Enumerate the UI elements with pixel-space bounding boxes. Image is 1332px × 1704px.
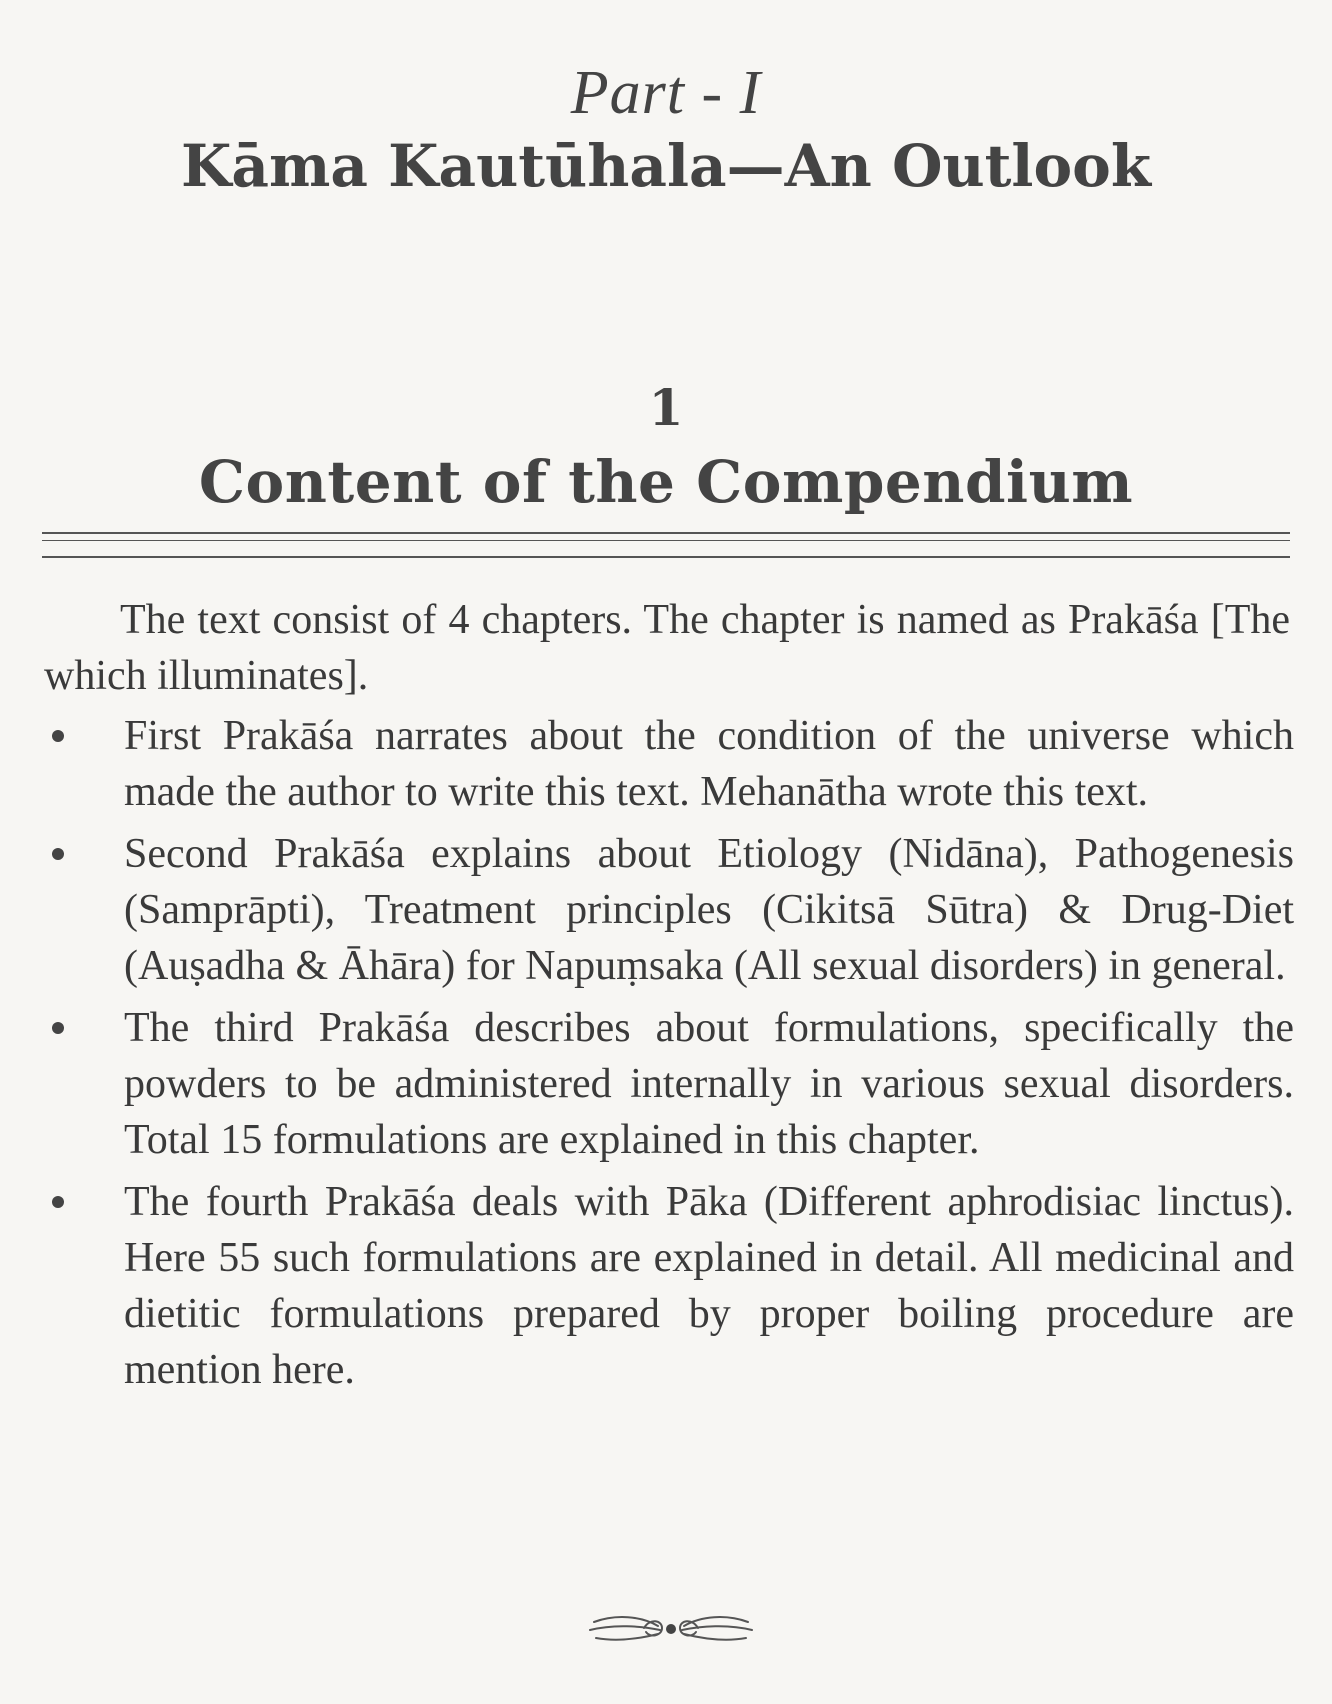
- intro-paragraph: The text consist of 4 chapters. The chapter is named as Prakāśa [The which illuminates].: [44, 597, 1290, 699]
- book-title: Kāma Kautūhala—An Outlook: [180, 132, 1152, 200]
- list-item: [44, 826, 1294, 994]
- list-item: [44, 708, 1294, 820]
- chapter-list: [44, 708, 1294, 1404]
- list-item-text: The third Prakāśa describes about formulations, specifically the powders to be administered internally in various sexual disorders. Total 15 formulations are explained in this chapter.: [124, 1005, 1294, 1163]
- bullet-icon: [52, 1196, 64, 1208]
- chapter-title: Content of the Compendium: [198, 448, 1134, 516]
- part-title: Part - I: [570, 59, 762, 127]
- list-item-text: The fourth Prakāśa deals with Pāka (Different aphrodisiac linctus). Here 55 such formulations are explained in detail. All medicinal and dietitic formulations prepared by proper boiling procedure are mention here.: [124, 1179, 1294, 1393]
- bullet-icon: [52, 848, 64, 860]
- title-rule-middle: [42, 540, 1290, 541]
- chapter-number: 1: [648, 378, 684, 437]
- list-item: [44, 1000, 1294, 1168]
- bullet-icon: [52, 1022, 64, 1034]
- title-rule-bottom: [42, 556, 1290, 558]
- list-item-text: Second Prakāśa explains about Etiology (Nidāna), Pathogenesis (Samprāpti), Treatment principles (Cikitsā Sūtra) & Drug-Diet (Auṣadha & Āhāra) for Napuṃsaka (All sexual disorders) in general.: [124, 831, 1294, 989]
- title-rule-top: [42, 532, 1290, 534]
- list-item-text: First Prakāśa narrates about the condition of the universe which made the author to write this text. Mehanātha wrote this text.: [124, 713, 1294, 815]
- bullet-icon: [52, 730, 64, 742]
- list-item: [44, 1174, 1294, 1398]
- flourish-ornament-icon: [586, 1608, 756, 1648]
